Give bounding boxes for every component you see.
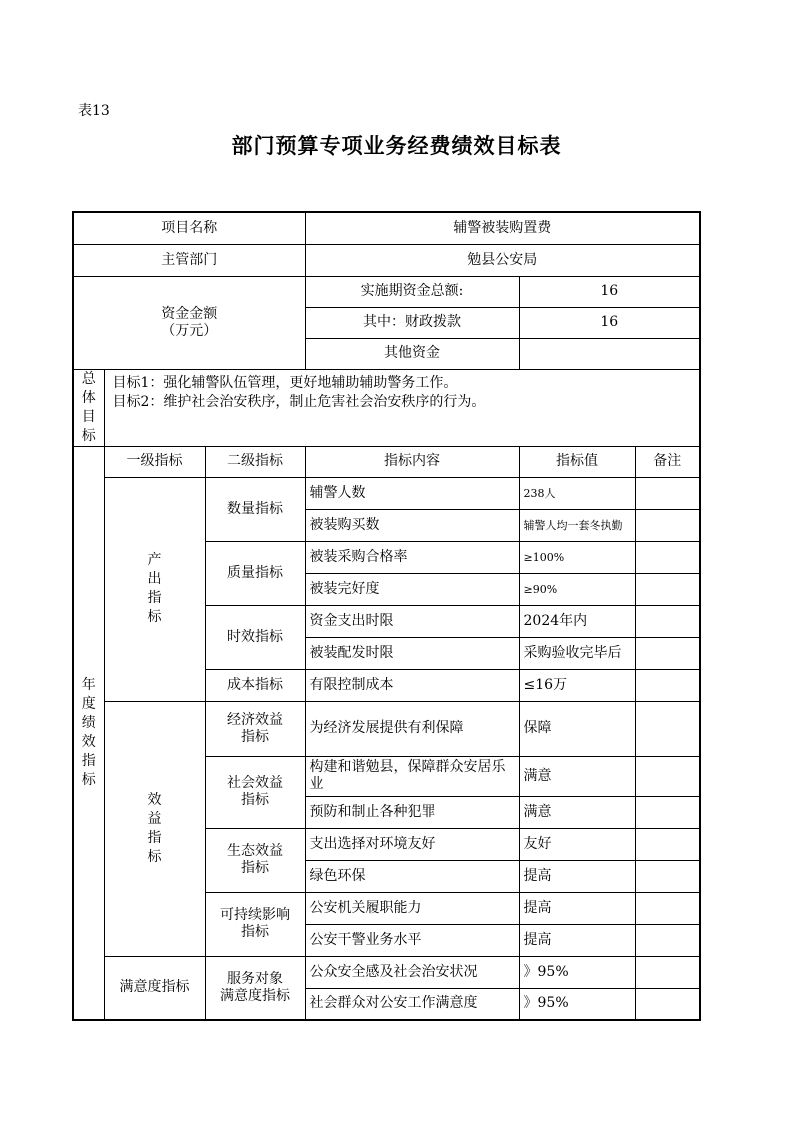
- quantity-indicator: 数量指标: [205, 477, 305, 541]
- indicator-value: 提高: [519, 892, 635, 924]
- indicator-value: 提高: [519, 860, 635, 892]
- header-level1: 一级指标: [104, 446, 205, 477]
- indicator-note: [635, 924, 700, 956]
- indicator-note: [635, 573, 700, 605]
- indicator-content: 社会群众对公安工作满意度: [305, 988, 519, 1020]
- indicator-value: ≥100%: [519, 541, 635, 573]
- level2-line: 经济效益: [227, 711, 283, 728]
- level2-line: 生态效益: [227, 843, 283, 859]
- annual-char: 指: [81, 752, 96, 769]
- indicator-value: 提高: [519, 924, 635, 956]
- indicator-content: 被装完好度: [305, 573, 519, 605]
- indicator-content: 公众安全感及社会治安状况: [305, 956, 519, 988]
- indicator-content: 公安干警业务水平: [305, 924, 519, 956]
- indicator-note: [635, 605, 700, 637]
- indicator-content: 被装配发时限: [305, 637, 519, 669]
- indicator-value: ≥90%: [519, 573, 635, 605]
- indicator-note: [635, 756, 700, 796]
- social-benefit-indicator: [205, 756, 305, 828]
- annual-indicators-label: [73, 446, 104, 1020]
- indicator-note: [635, 860, 700, 892]
- indicator-value: 238人: [519, 477, 635, 509]
- annual-char: 绩: [81, 714, 96, 731]
- cost-indicator: 成本指标: [205, 669, 305, 701]
- project-name-value: 辅警被装购置费: [305, 212, 700, 244]
- fund-label-line2: （万元）: [161, 322, 218, 339]
- goal-line: 目标2：维护社会治安秩序，制止危害社会治安秩序的行为。: [112, 393, 486, 410]
- indicator-note: [635, 669, 700, 701]
- indicator-note: [635, 701, 700, 756]
- indicator-content: 公安机关履职能力: [305, 892, 519, 924]
- indicator-note: [635, 796, 700, 828]
- output-char: 标: [147, 609, 162, 625]
- indicator-value: 辅警人均一套冬执勤: [519, 509, 635, 541]
- sustainability-indicator: [205, 892, 305, 956]
- header-value: 指标值: [519, 446, 635, 477]
- dept-value: 勉县公安局: [305, 244, 700, 276]
- output-char: 产: [147, 552, 162, 568]
- level2-line: 指标: [241, 792, 269, 808]
- goal-line: 目标1：强化辅警队伍管理，更好地辅助辅助警务工作。: [112, 374, 458, 391]
- header-content: 指标内容: [305, 446, 519, 477]
- annual-char: 效: [81, 733, 96, 750]
- indicator-content: 有限控制成本: [305, 669, 519, 701]
- indicator-content: 预防和制止各种犯罪: [305, 796, 519, 828]
- indicator-content: 为经济发展提供有利保障: [305, 701, 519, 756]
- timeliness-indicator: 时效指标: [205, 605, 305, 669]
- fiscal-fund-value: 16: [519, 307, 700, 338]
- ecological-benefit-indicator: [205, 828, 305, 892]
- overall-goal-label: [73, 369, 104, 446]
- indicator-note: [635, 956, 700, 988]
- header-level2: 二级指标: [205, 446, 305, 477]
- performance-target-table: [72, 211, 701, 1021]
- indicator-value: 友好: [519, 828, 635, 860]
- output-char: 出: [147, 571, 162, 587]
- indicator-content: 资金支出时限: [305, 605, 519, 637]
- table-number: 表13: [78, 103, 110, 119]
- level2-line: 可持续影响: [220, 907, 290, 923]
- indicator-content: 支出选择对环境友好: [305, 828, 519, 860]
- other-fund-value: [519, 338, 700, 369]
- indicator-content: 被装采购合格率: [305, 541, 519, 573]
- project-name-label: 项目名称: [73, 212, 305, 244]
- header-note: 备注: [635, 446, 700, 477]
- annual-char: 标: [81, 771, 96, 788]
- goal-char: 总: [81, 370, 96, 387]
- indicator-note: [635, 637, 700, 669]
- indicator-value: 满意: [519, 756, 635, 796]
- economic-benefit-indicator: [205, 701, 305, 756]
- indicator-content: 绿色环保: [305, 860, 519, 892]
- indicator-content: 构建和谐勉县，保障群众安居乐业: [305, 756, 519, 796]
- indicator-value: 2024年内: [519, 605, 635, 637]
- level2-line: 满意度指标: [220, 987, 290, 1004]
- benefit-char: 益: [147, 810, 162, 827]
- indicator-note: [635, 828, 700, 860]
- level2-line: 服务对象: [227, 970, 283, 987]
- level2-line: 指标: [241, 728, 269, 745]
- indicator-content: 被装购买数: [305, 509, 519, 541]
- goal-char: 体: [81, 389, 96, 406]
- fund-label-line1: 资金金额: [161, 305, 218, 322]
- indicator-note: [635, 477, 700, 509]
- benefit-char: 指: [147, 829, 162, 846]
- indicator-value: ≤16万: [519, 669, 635, 701]
- benefit-indicators-label: [104, 701, 205, 956]
- total-fund-label: 实施期资金总额:: [305, 276, 519, 307]
- service-satisfaction-indicator: [205, 956, 305, 1020]
- overall-goal-content: [104, 369, 700, 446]
- benefit-char: 效: [147, 791, 162, 808]
- indicator-value: 采购验收完毕后: [519, 637, 635, 669]
- goal-char: 目: [81, 408, 96, 425]
- annual-char: 年: [81, 676, 96, 693]
- indicator-note: [635, 541, 700, 573]
- indicator-note: [635, 892, 700, 924]
- satisfaction-indicators-label: 满意度指标: [104, 956, 205, 1020]
- other-fund-label: 其他资金: [305, 338, 519, 369]
- indicator-value: 》95%: [519, 956, 635, 988]
- indicator-value: 满意: [519, 796, 635, 828]
- level2-line: 指标: [241, 860, 269, 876]
- indicator-value: 保障: [519, 701, 635, 756]
- fund-amount-label: [73, 276, 305, 369]
- annual-char: 度: [81, 695, 96, 712]
- quality-indicator: 质量指标: [205, 541, 305, 605]
- goal-char: 标: [81, 427, 96, 444]
- indicator-value: 》95%: [519, 988, 635, 1020]
- output-indicators-label: [104, 477, 205, 701]
- indicator-note: [635, 988, 700, 1020]
- output-char: 指: [147, 590, 162, 606]
- fiscal-fund-label: 其中：财政拨款: [305, 307, 519, 338]
- total-fund-value: 16: [519, 276, 700, 307]
- page-title: 部门预算专项业务经费绩效目标表: [231, 133, 562, 158]
- indicator-content: 辅警人数: [305, 477, 519, 509]
- dept-label: 主管部门: [73, 244, 305, 276]
- benefit-char: 标: [147, 848, 162, 865]
- level2-line: 社会效益: [227, 775, 283, 791]
- level2-line: 指标: [241, 924, 269, 940]
- indicator-note: [635, 509, 700, 541]
